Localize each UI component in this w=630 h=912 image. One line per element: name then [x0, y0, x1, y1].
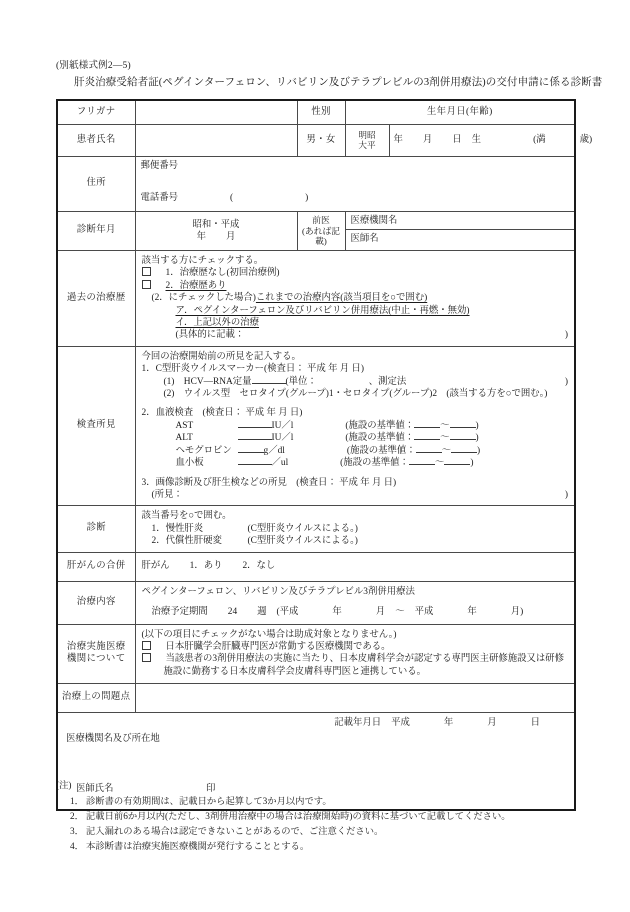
liver-cancer-label: 肝がんの合併 — [57, 552, 135, 581]
liver-cancer-option-2: 2．なし — [242, 561, 276, 572]
diagnosis-date-label: 診断年月 — [57, 212, 135, 251]
ref-close-platelet: ) — [470, 458, 474, 469]
diagnosis-option-1-note: (C型肝炎ウイルスによる。) — [247, 523, 358, 534]
marker-row-1[interactable] — [142, 376, 569, 388]
diagnosis-option-1: 1．慢性肝炎 — [151, 523, 204, 534]
table-row-findings — [57, 346, 575, 505]
birthdate-label: 生年月日(年齢) — [345, 100, 575, 125]
institution-check-1: 日本肝臓学会肝臓専門医が常勤する医療機関である。 — [165, 641, 391, 652]
diagnosis-label: 診断 — [57, 506, 135, 552]
signature-seal: 印 — [206, 784, 216, 795]
institution-warning: (以下の項目にチェックがない場合は助成対象となりません。) — [141, 629, 397, 640]
checkbox-has-history-icon[interactable] — [142, 280, 151, 289]
ref-close-ast: ) — [475, 420, 479, 431]
marker-1-method: 、測定法 — [368, 376, 407, 387]
institution-content — [135, 624, 575, 683]
birth-month-label: 月 — [422, 135, 433, 146]
treatment-label: 治療内容 — [57, 581, 135, 624]
table-row-address — [57, 157, 575, 212]
institution-name-field[interactable] — [346, 212, 575, 230]
form-number: (別紙様式例2—5) — [56, 61, 131, 71]
treatment-content — [135, 581, 575, 624]
problems-value[interactable] — [135, 683, 575, 712]
history-option-2: 2．治療歴あり — [165, 280, 227, 291]
birth-era-line1: 明昭 — [358, 130, 376, 141]
checkbox-dermatology-cooperation-icon[interactable] — [142, 653, 151, 662]
institution-check-2-line2: 施設に勤務する日本皮膚科学会皮膚科専門医と連携している。 — [163, 666, 427, 677]
record-date-label: 記載年月日 — [334, 717, 382, 728]
ref-label-hemoglobin: (施設の基準値： — [346, 445, 416, 456]
test-name-ast: AST — [175, 420, 194, 431]
liver-cancer-text: 肝がん — [141, 561, 170, 572]
record-date-day: 日 — [530, 717, 541, 728]
institution-check-2-row-cont — [142, 666, 569, 678]
diagnosis-era-label: 昭和・平成 — [192, 219, 240, 230]
treatment-month: 月 — [375, 606, 386, 617]
test-row-ast[interactable] — [142, 420, 569, 432]
treatment-year: 年 — [332, 606, 342, 617]
table-row-problems — [57, 683, 575, 712]
phone-paren-open: ( — [230, 193, 234, 204]
history-detail-underlined: これまでの治療内容(該当項目を○で囲む) — [255, 293, 428, 304]
patient-name-label: 患者氏名 — [57, 125, 135, 157]
treatment-period-open: (平成 — [276, 606, 299, 617]
ref-label-alt: (施設の基準値： — [345, 433, 415, 444]
history-specific-label: (具体的に記載： — [175, 330, 245, 341]
blood-heading: 2．血液検査 (検査日： 平成 年 月 日) — [141, 408, 303, 419]
treatment-month2: 月) — [510, 606, 524, 617]
signature-doctor-label: 医師氏名 — [76, 784, 114, 795]
institution-section-label-line2: 機関について — [67, 653, 126, 664]
history-detail-prefix: (2．にチェックした場合) — [151, 293, 256, 304]
ref-tilde-ast: 〜 — [440, 420, 450, 431]
diagnosis-year-label: 年 — [196, 232, 206, 242]
diagnosis-option-1-row[interactable] — [142, 523, 569, 535]
treatment-period-row[interactable] — [142, 606, 569, 618]
institution-check-2-row[interactable] — [142, 653, 569, 665]
history-item-a-row[interactable] — [142, 305, 569, 317]
previous-institution-cell — [345, 212, 575, 251]
patient-name-value[interactable] — [135, 125, 297, 157]
history-item-b: イ．上記以外の治療 — [175, 318, 260, 329]
history-item-b-row[interactable] — [142, 317, 569, 329]
diagnosis-option-2-row[interactable] — [142, 535, 569, 547]
age-close-label: 歳) — [579, 135, 593, 146]
signature-institution-label: 医療機関名及び所在地 — [66, 733, 160, 744]
test-unit-ast: IU／l — [271, 420, 294, 431]
diagnosis-option-2: 2．代償性肝硬変 — [151, 536, 222, 547]
document-title: 肝炎治療受給者証(ペグインターフェロン、リバビリン及びテラプレビルの3剤併用療法)の交付申請に係る診断書 — [74, 77, 603, 88]
treatment-period-label: 治療予定期間 — [151, 606, 208, 617]
table-row-diagnosis-date — [57, 212, 575, 251]
history-option-1: 1．治療歴なし(初回治療例) — [165, 268, 280, 279]
treatment-year2: 年 — [467, 606, 477, 617]
notes-heading: (注) — [56, 781, 72, 791]
birth-born-label: 生 — [471, 135, 482, 146]
diagnosis-option-2-note: (C型肝炎ウイルスによる。) — [247, 536, 358, 547]
previous-doctor-label-line3: 載) — [315, 236, 327, 247]
table-row-furigana — [57, 100, 575, 125]
history-detail-row — [142, 292, 569, 304]
doctor-name-field[interactable] — [346, 230, 575, 247]
liver-cancer-content[interactable] — [135, 552, 575, 581]
table-row-treatment-history — [57, 251, 575, 347]
note-item-3 — [56, 825, 596, 840]
postal-code-label: 郵便番号 — [140, 161, 179, 171]
previous-doctor-label-line1: 前医 — [312, 214, 330, 225]
marker-1-close: ) — [564, 376, 569, 387]
test-row-hemoglobin[interactable] — [142, 445, 569, 457]
marker-1-unit: (単位： — [285, 376, 317, 387]
findings-label: 検査所見 — [57, 346, 135, 505]
table-row-diagnosis — [57, 506, 575, 552]
note-item-3-number: 3． — [70, 827, 84, 838]
address-fields[interactable] — [135, 157, 575, 212]
table-row-institution — [57, 624, 575, 683]
test-name-hemoglobin: ヘモグロビン — [175, 445, 232, 456]
treatment-weeks-unit: 週 — [257, 606, 267, 617]
note-item-1-number: 1． — [70, 797, 84, 808]
imaging-heading: 3．画像診断及び肝生検などの所見 (検査日： 平成 年 月 日) — [141, 477, 397, 488]
findings-content — [135, 346, 575, 505]
institution-check-1-row[interactable] — [142, 641, 569, 653]
institution-name-label: 医療機関名 — [350, 216, 398, 226]
ref-close-alt: ) — [475, 433, 479, 444]
test-row-platelet[interactable] — [142, 457, 569, 469]
furigana-value[interactable] — [135, 100, 297, 125]
previous-doctor-label — [297, 212, 345, 251]
checkbox-no-history-icon[interactable] — [142, 267, 151, 276]
table-row-liver-cancer — [57, 552, 575, 581]
notes-section — [56, 779, 596, 855]
treatment-era2: 平成 — [414, 606, 434, 617]
history-specific-close: ) — [564, 330, 569, 341]
record-date-month: 月 — [487, 717, 497, 728]
test-unit-alt: IU／l — [271, 433, 294, 444]
address-label: 住所 — [57, 157, 135, 212]
diagnosis-intro: 該当番号を○で囲む。 — [141, 511, 232, 522]
findings-intro: 今回の治療開始前の所見を記入する。 — [141, 351, 301, 362]
test-unit-hemoglobin: g／dl — [263, 445, 285, 456]
record-date-year: 年 — [443, 717, 454, 728]
history-specific-row[interactable] — [142, 329, 569, 341]
note-item-2 — [56, 810, 596, 825]
record-date-era: 平成 — [391, 717, 410, 728]
record-date-row[interactable] — [66, 717, 566, 729]
institution-section-label — [57, 624, 135, 683]
diagnosis-month-label: 月 — [226, 232, 236, 242]
treatment-tilde: 〜 — [395, 606, 405, 617]
ref-label-platelet: (施設の基準値： — [340, 458, 409, 469]
test-unit-platelet: ／ul — [271, 458, 289, 469]
diagnosis-certificate-table — [56, 99, 593, 811]
liver-cancer-option-1: 1．あり — [189, 561, 223, 572]
problems-label: 治療上の問題点 — [57, 683, 135, 712]
test-name-alt: ALT — [175, 433, 193, 444]
institution-section-label-line1: 治療実施医療 — [66, 641, 126, 652]
sex-label: 性別 — [297, 100, 345, 125]
birthdate-fields[interactable] — [389, 125, 593, 157]
note-item-3-text: 記入漏れのある場合は認定できないことがあるので、ご注意ください。 — [86, 827, 384, 838]
imaging-note-label: (所見： — [151, 489, 183, 500]
marker-row-2[interactable] — [142, 388, 569, 400]
birth-year-label: 年 — [393, 135, 403, 146]
marker-2: (2) ウイルス型 セロタイプ(グループ)1・セロタイプ(グループ)2 (該当する方を○で囲む。) — [163, 389, 548, 400]
birth-era-line2: 大平 — [358, 139, 376, 150]
treatment-weeks: 24 — [227, 606, 238, 617]
history-option-2-row[interactable] — [142, 280, 569, 292]
diagnosis-date-value[interactable] — [135, 212, 297, 251]
doctor-name-label: 医師名 — [350, 234, 379, 244]
note-item-4-text: 本診断書は治療実施医療機関が発行することとする。 — [86, 842, 310, 853]
table-row-patient-name — [57, 125, 575, 157]
treatment-history-label: 過去の治療歴 — [57, 251, 135, 347]
institution-check-2-line1: 当該患者の3剤併用療法の実施に当たり、日本皮膚科学会が認定する専門医主研修施設又は研修 — [165, 654, 564, 665]
note-item-1-text: 診断書の有効期間は、記載日から起算して3か月以内です。 — [86, 797, 332, 808]
sex-options[interactable]: 男・女 — [297, 125, 345, 157]
birth-day-label: 日 — [452, 135, 462, 146]
ref-tilde-alt: 〜 — [440, 433, 450, 444]
note-item-2-number: 2． — [70, 812, 84, 823]
test-name-platelet: 血小板 — [175, 458, 204, 469]
previous-doctor-label-line2: (あれば記 — [301, 225, 341, 236]
imaging-note-close: ) — [564, 489, 569, 500]
test-row-alt[interactable] — [142, 432, 569, 444]
phone-paren-close: ) — [305, 193, 309, 204]
birth-era-options[interactable] — [345, 125, 389, 157]
history-option-1-row[interactable] — [142, 267, 569, 279]
furigana-label: フリガナ — [57, 100, 135, 125]
ref-label-ast: (施設の基準値： — [345, 420, 415, 431]
age-open-label: (満 — [533, 135, 546, 146]
history-intro: 該当する方にチェックする。 — [141, 256, 264, 266]
diagnosis-content — [135, 506, 575, 552]
history-item-a: ア．ペグインターフェロン及びリバビリン併用療法(中止・再燃・無効) — [175, 305, 470, 316]
marker-heading: 1．C型肝炎ウイルスマーカー(検査日： 平成 年 月 日) — [141, 364, 364, 375]
treatment-history-content — [135, 251, 575, 347]
phone-label: 電話番号 — [140, 193, 179, 204]
checkbox-hepatology-specialist-icon[interactable] — [142, 641, 151, 650]
marker-1-label: (1) HCV—RNA定量 — [163, 376, 252, 387]
note-item-1 — [56, 795, 596, 810]
ref-close-hemoglobin: ) — [477, 445, 481, 456]
ref-tilde-hemoglobin: 〜 — [441, 445, 451, 456]
table-row-treatment — [57, 581, 575, 624]
ref-tilde-platelet: 〜 — [434, 458, 445, 469]
note-item-2-text: 記載日前6か月以内(ただし、3剤併用治療中の場合は治療開始時)の資料に基づいて記載してください。 — [86, 812, 511, 823]
imaging-note-row[interactable] — [142, 489, 569, 501]
note-item-4 — [56, 840, 596, 855]
treatment-regimen: ペグインターフェロン、リバビリン及びテラプレビル3剤併用療法 — [141, 586, 415, 597]
note-item-4-number: 4． — [70, 842, 84, 853]
